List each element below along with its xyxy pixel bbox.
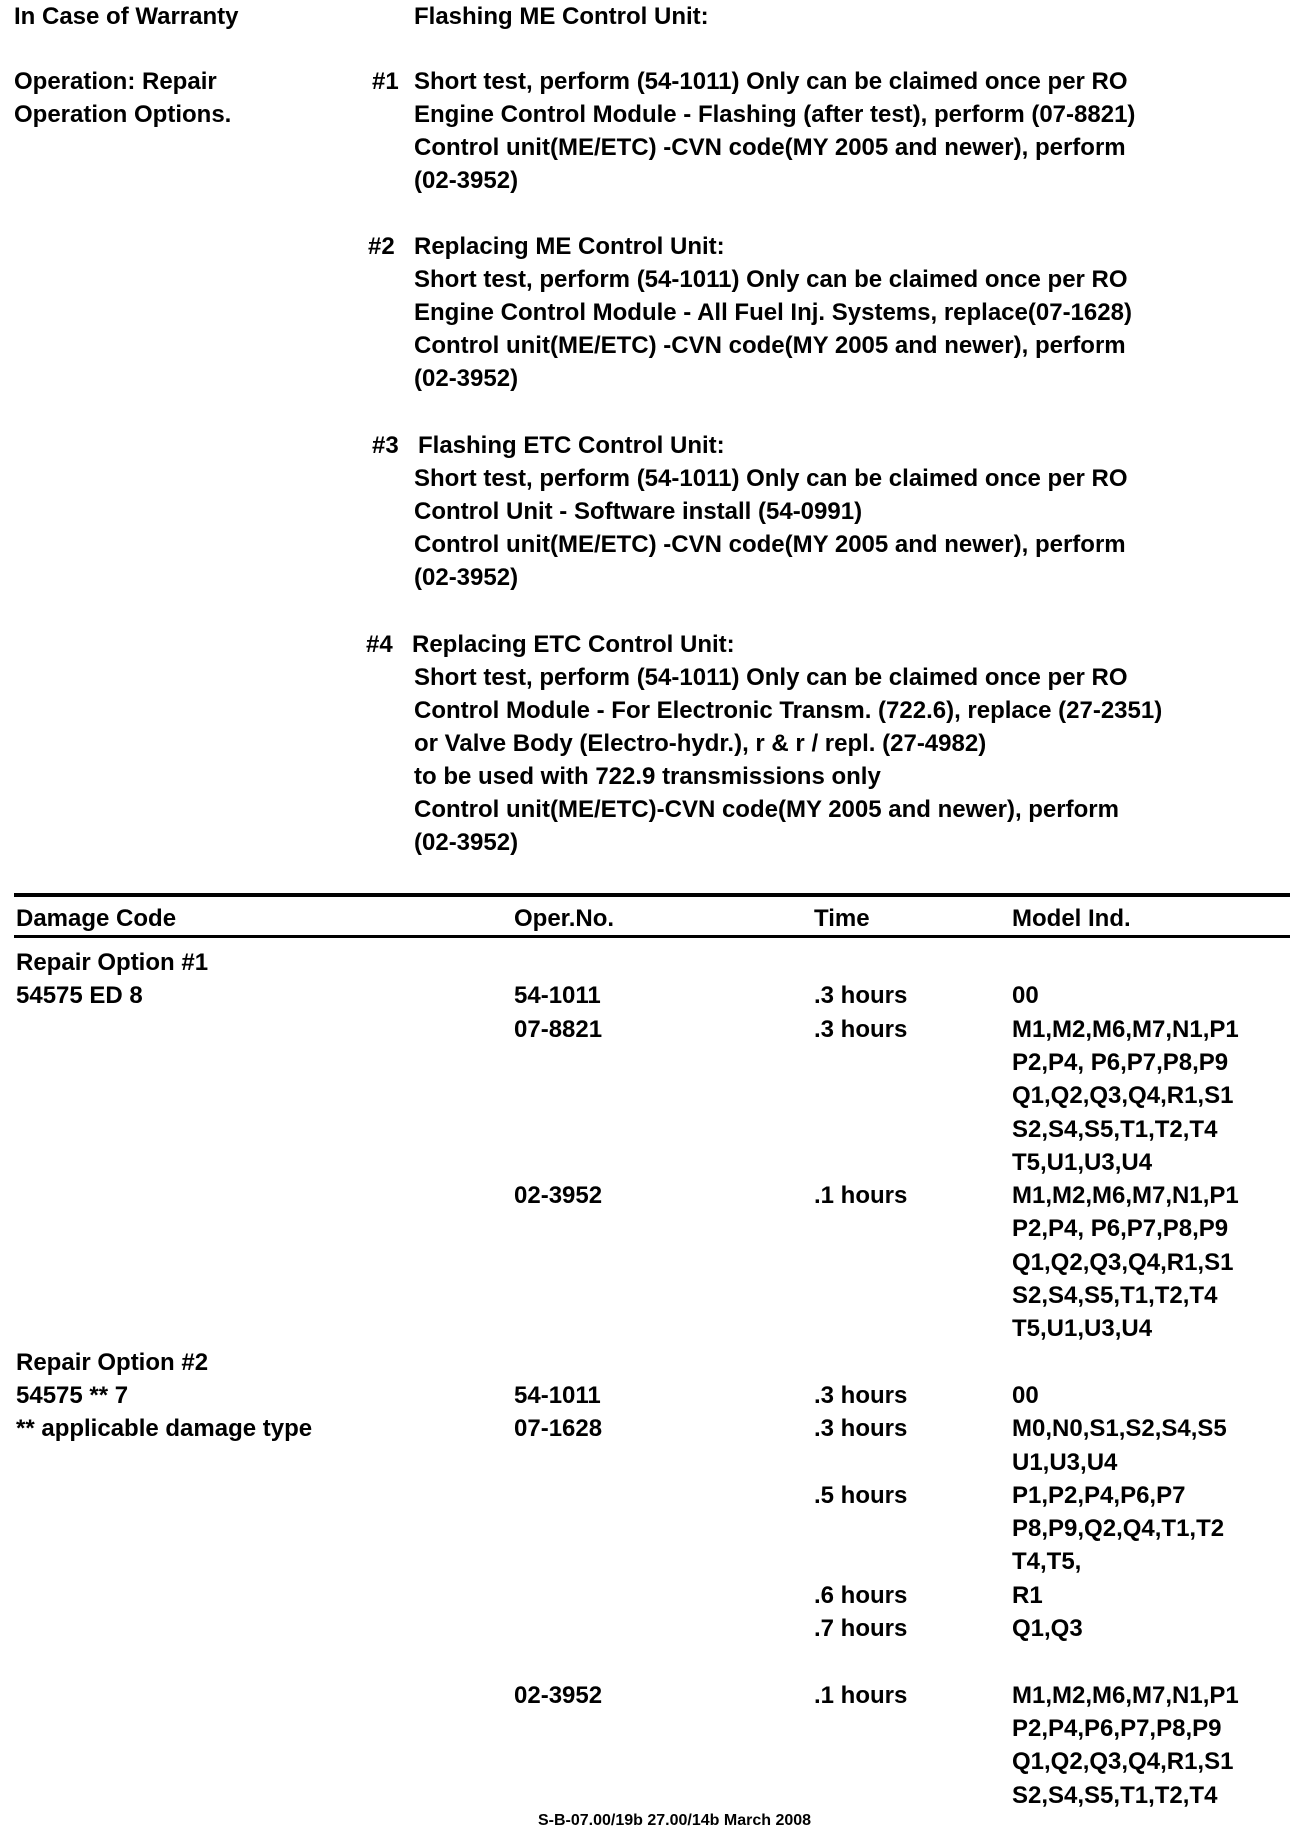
option-title: Replacing ME Control Unit:: [414, 233, 725, 260]
model-ind-cell: T4,T5,: [1012, 1548, 1082, 1576]
option-title: Replacing ETC Control Unit:: [412, 631, 735, 658]
model-ind-cell: P2,P4,P6,P7,P8,P9: [1012, 1714, 1222, 1742]
time-cell: .3 hours: [814, 1015, 908, 1043]
table-top-rule: [14, 893, 1290, 897]
option-title: Flashing ETC Control Unit:: [418, 432, 725, 459]
oper-no-cell: 54-1011: [514, 1381, 601, 1409]
option-line: (02-3952): [414, 564, 519, 591]
model-ind-cell: P1,P2,P4,P6,P7: [1012, 1481, 1186, 1509]
time-cell: .1 hours: [814, 1182, 908, 1210]
time-cell: .3 hours: [814, 982, 908, 1010]
option-line: Control Unit - Software install (54-0991): [414, 498, 863, 525]
time-cell: .3 hours: [814, 1415, 908, 1443]
time-cell: .7 hours: [814, 1615, 908, 1642]
column-header-damage-code: Damage Code: [16, 905, 177, 932]
option-line: Engine Control Module - All Fuel Inj. Systems, replace(07-1628): [414, 299, 1132, 326]
option-lines: [414, 462, 1128, 594]
model-ind-cell: 00: [1012, 1381, 1039, 1409]
option-line: to be used with 722.9 transmissions only: [414, 763, 881, 790]
time-cell: .3 hours: [814, 1381, 908, 1409]
model-ind-cell: M0,N0,S1,S2,S4,S5: [1012, 1415, 1227, 1443]
model-ind-cell: T5,U1,U3,U4: [1012, 1148, 1153, 1176]
option-line: Engine Control Module - Flashing (after test), perform (07-8821): [414, 101, 1136, 128]
operation-options-label: Operation Options.: [14, 101, 232, 128]
time-cell: .6 hours: [814, 1581, 908, 1609]
option-line: (02-3952): [414, 829, 519, 856]
option-lines: [414, 263, 1132, 395]
model-ind-cell: P8,P9,Q2,Q4,T1,T2: [1012, 1515, 1225, 1543]
model-ind-cell: Q1,Q2,Q3,Q4,R1,S1: [1012, 1748, 1234, 1776]
time-cell: .1 hours: [814, 1681, 908, 1709]
option-line: Short test, perform (54-1011) Only can be claimed once per RO: [414, 266, 1128, 293]
option-line: (02-3952): [414, 167, 519, 194]
model-ind-cell: U1,U3,U4: [1012, 1448, 1118, 1476]
oper-no-cell: 02-3952: [514, 1681, 603, 1709]
option-line: Short test, perform (54-1011) Only can be claimed once per RO: [414, 465, 1128, 492]
option-line: Control unit(ME/ETC) -CVN code(MY 2005 and newer), perform: [414, 332, 1126, 359]
option-number: #3: [372, 432, 399, 459]
model-ind-cell: S2,S4,S5,T1,T2,T4: [1012, 1115, 1218, 1143]
column-header-model-ind: Model Ind.: [1012, 905, 1131, 932]
option-number: #2: [368, 233, 395, 260]
operation-label: Operation: Repair: [14, 68, 217, 95]
footer-reference: S-B-07.00/19b 27.00/14b March 2008: [538, 1812, 812, 1829]
option-number: #1: [372, 68, 399, 95]
option-lines: [414, 661, 1162, 859]
damage-code-cell: Repair Option #1: [16, 949, 209, 976]
option-line: (02-3952): [414, 365, 519, 392]
damage-code-cell: ** applicable damage type: [16, 1415, 313, 1443]
model-ind-cell: S2,S4,S5,T1,T2,T4: [1012, 1282, 1218, 1309]
damage-code-cell: 54575 ED 8: [16, 982, 143, 1010]
time-cell: .5 hours: [814, 1481, 908, 1509]
option-line: Control unit(ME/ETC) -CVN code(MY 2005 and newer), perform: [414, 134, 1126, 161]
oper-no-cell: 54-1011: [514, 982, 601, 1010]
oper-no-cell: 07-1628: [514, 1415, 603, 1443]
option-line: Short test, perform (54-1011) Only can be claimed once per RO: [414, 664, 1128, 691]
oper-no-cell: 07-8821: [514, 1015, 603, 1043]
model-ind-cell: M1,M2,M6,M7,N1,P1: [1012, 1681, 1239, 1709]
page-title: In Case of Warranty: [14, 3, 239, 30]
option-line: Control unit(ME/ETC)-CVN code(MY 2005 and newer), perform: [414, 796, 1119, 823]
model-ind-cell: P2,P4, P6,P7,P8,P9: [1012, 1048, 1229, 1076]
model-ind-cell: Q1,Q3: [1012, 1615, 1083, 1642]
damage-code-cell: Repair Option #2: [16, 1348, 209, 1376]
column-header-oper-no: Oper.No.: [514, 905, 615, 932]
model-ind-cell: R1: [1012, 1581, 1043, 1609]
model-ind-cell: M1,M2,M6,M7,N1,P1: [1012, 1182, 1239, 1210]
model-ind-cell: Q1,Q2,Q3,Q4,R1,S1: [1012, 1248, 1234, 1276]
option-number: #4: [366, 631, 393, 658]
damage-code-cell: 54575 ** 7: [16, 1381, 129, 1409]
model-ind-cell: 00: [1012, 982, 1039, 1010]
model-ind-cell: P2,P4, P6,P7,P8,P9: [1012, 1215, 1229, 1243]
option-line: Short test, perform (54-1011) Only can be claimed once per RO: [414, 68, 1128, 95]
option-line: or Valve Body (Electro-hydr.), r & r / repl. (27-4982): [414, 730, 987, 757]
section-title: Flashing ME Control Unit:: [414, 3, 709, 30]
oper-no-cell: 02-3952: [514, 1182, 603, 1210]
option-line: Control unit(ME/ETC) -CVN code(MY 2005 and newer), perform: [414, 531, 1126, 558]
option-line: Control Module - For Electronic Transm. (722.6), replace (27-2351): [414, 697, 1163, 724]
option-lines: [414, 65, 1135, 197]
table-header-rule: [14, 935, 1290, 938]
model-ind-cell: T5,U1,U3,U4: [1012, 1315, 1153, 1343]
column-header-time: Time: [814, 905, 870, 932]
model-ind-cell: S2,S4,S5,T1,T2,T4: [1012, 1781, 1218, 1809]
model-ind-cell: Q1,Q2,Q3,Q4,R1,S1: [1012, 1082, 1234, 1110]
model-ind-cell: M1,M2,M6,M7,N1,P1: [1012, 1015, 1239, 1043]
